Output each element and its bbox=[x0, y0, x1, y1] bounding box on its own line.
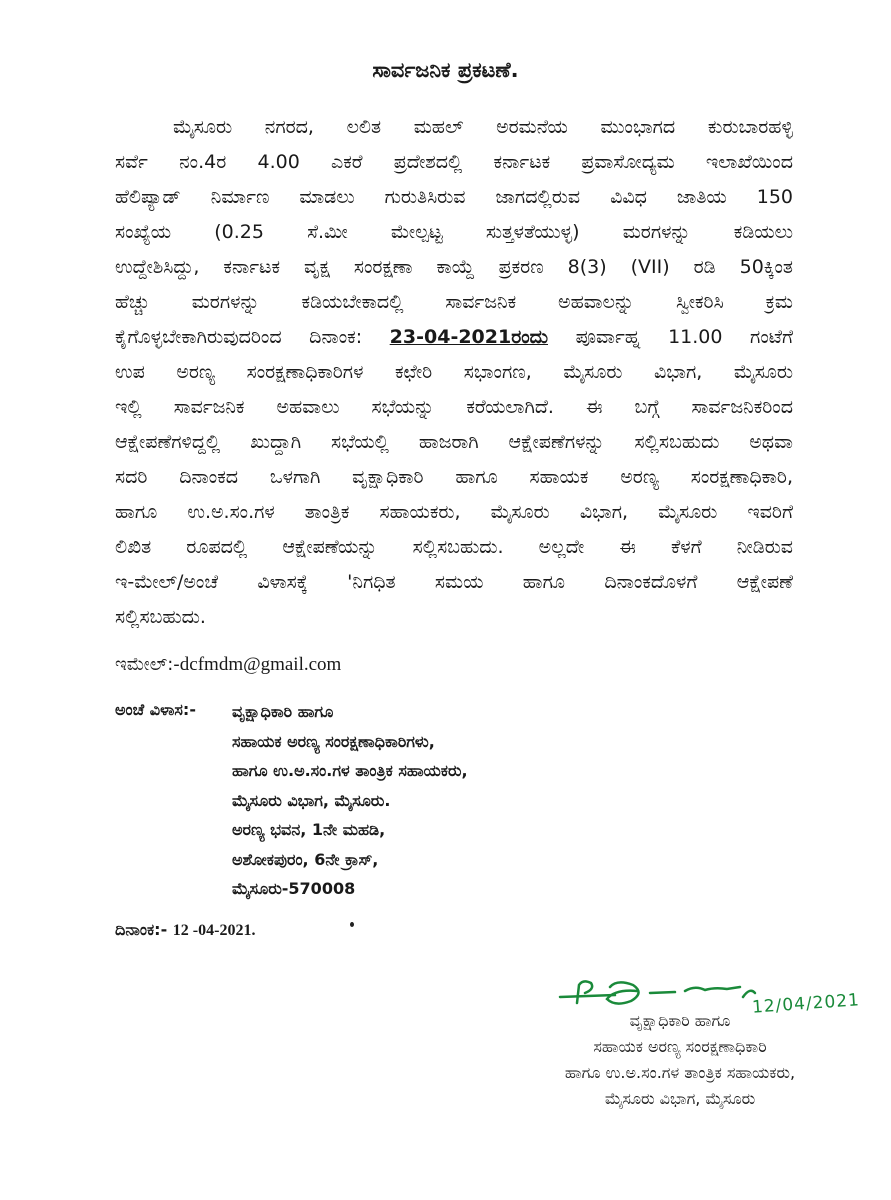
body-line: ಇ-ಮೇಲ್/ಅಂಚೆ ವಿಳಾಸಕ್ಕೆ 'ನಿಗಧಿತ ಸಮಯ ಹಾಗೂ ದಿನಾಂಕದೊಳಗೆ ಆಕ್ಷೇಪಣೆ bbox=[115, 571, 793, 593]
signatory-block bbox=[480, 1008, 880, 1112]
postal-address bbox=[232, 700, 468, 907]
address-line: ಸಹಾಯಕ ಅರಣ್ಯ ಸಂರಕ್ಷಣಾಧಿಕಾರಿಗಳು, bbox=[232, 731, 435, 751]
body-line: ಸದರಿ ದಿನಾಂಕದ ಒಳಗಾಗಿ ವೃಕ್ಷಾಧಿಕಾರಿ ಹಾಗೂ ಸಹಾಯಕ ಅರಣ್ಯ ಸಂರಕ್ಷಣಾಧಿಕಾರಿ, bbox=[115, 466, 793, 488]
signatory-line: ಸಹಾಯಕ ಅರಣ್ಯ ಸಂರಕ್ಷಣಾಧಿಕಾರಿ bbox=[593, 1037, 767, 1056]
signatory-line: ಮೈಸೂರು ವಿಭಾಗ, ಮೈಸೂರು bbox=[604, 1089, 756, 1108]
body-line: ಸರ್ವೆ ನಂ.4ರ 4.00 ಎಕರೆ ಪ್ರದೇಶದಲ್ಲಿ ಕರ್ನಾಟಕ ಪ್ರವಾಸೋದ್ಯಮ ಇಲಾಖೆಯಿಂದ bbox=[115, 151, 793, 173]
body-line: ಹೆಲಿಪ್ಯಾಡ್ ನಿರ್ಮಾಣ ಮಾಡಲು ಗುರುತಿಸಿರುವ ಜಾಗದಲ್ಲಿರುವ ವಿವಿಧ ಜಾತಿಯ 150 bbox=[115, 186, 793, 208]
handwritten-date: 12/04/2021 bbox=[751, 990, 861, 1018]
address-line: ಮೈಸೂರು-570008 bbox=[232, 879, 356, 898]
body-line: ಹೆಚ್ಚು ಮರಗಳನ್ನು ಕಡಿಯಬೇಕಾದಲ್ಲಿ ಸಾರ್ವಜನಿಕ ಅಹವಾಲನ್ನು ಸ್ವೀಕರಿಸಿ ಕ್ರಮ bbox=[115, 291, 793, 313]
body-line: ಆಕ್ಷೇಪಣೆಗಳಿದ್ದಲ್ಲಿ ಖುದ್ದಾಗಿ ಸಭೆಯಲ್ಲಿ ಹಾಜರಾಗಿ ಆಕ್ಷೇಪಣೆಗಳನ್ನು ಸಲ್ಲಿಸಬಹುದು ಅಥವಾ bbox=[115, 431, 793, 453]
email-line bbox=[115, 654, 341, 676]
ink-dot bbox=[350, 922, 354, 927]
date-value: 12 -04-2021. bbox=[172, 922, 256, 939]
meeting-text-after: ಪೂರ್ವಾಹ್ನ 11.00 ಗಂಟೆಗೆ bbox=[575, 326, 793, 348]
body-line: ಇಲ್ಲಿ ಸಾರ್ವಜನಿಕ ಅಹವಾಲು ಸಭೆಯನ್ನು ಕರೆಯಲಾಗಿದೆ. ಈ ಬಗ್ಗೆ ಸಾರ್ವಜನಿಕರಿಂದ bbox=[115, 396, 793, 418]
body-line: ಸಂಖ್ಯೆಯ (0.25 ಸೆ.ಮೀ ಮೇಲ್ಪಟ್ಟ ಸುತ್ತಳತೆಯುಳ್ಳ) ಮರಗಳನ್ನು ಕಡಿಯಲು bbox=[115, 221, 793, 243]
address-line: ಅರಣ್ಯ ಭವನ, 1ನೇ ಮಹಡಿ, bbox=[232, 820, 386, 839]
notice-body bbox=[115, 110, 793, 635]
body-line: ಸಲ್ಲಿಸಬಹುದು. bbox=[115, 606, 206, 628]
signatory-line: ವೃಕ್ಷಾಧಿಕಾರಿ ಹಾಗೂ bbox=[629, 1011, 731, 1030]
address-line: ಮೈಸೂರು ವಿಭಾಗ, ಮೈಸೂರು. bbox=[232, 790, 391, 810]
notice-title: ಸಾರ್ವಜನಿಕ ಪ್ರಕಟಣೆ. bbox=[372, 58, 519, 82]
address-line: ಹಾಗೂ ಉ.ಅ.ಸಂ.ಗಳ ತಾಂತ್ರಿಕ ಸಹಾಯಕರು, bbox=[232, 761, 468, 780]
meeting-text-before: ಕೈಗೊಳ್ಳಬೇಕಾಗಿರುವುದರಿಂದ ದಿನಾಂಕ: bbox=[115, 326, 363, 348]
signatory-line: ಹಾಗೂ ಉ.ಅ.ಸಂ.ಗಳ ತಾಂತ್ರಿಕ ಸಹಾಯಕರು, bbox=[564, 1063, 796, 1082]
body-line: ಉದ್ದೇಶಿಸಿದ್ದು, ಕರ್ನಾಟಕ ವೃಕ್ಷ ಸಂರಕ್ಷಣಾ ಕಾಯ್ದೆ ಪ್ರಕರಣ 8(3) (VII) ರಡಿ 50ಕ್ಕಿಂತ bbox=[115, 256, 793, 278]
postal-address-label: ಅಂಚೆ ವಿಳಾಸ:- bbox=[115, 700, 196, 719]
body-line: ಹಾಗೂ ಉ.ಅ.ಸಂ.ಗಳ ತಾಂತ್ರಿಕ ಸಹಾಯಕರು, ಮೈಸೂರು ವಿಭಾಗ, ಮೈಸೂರು ಇವರಿಗೆ bbox=[115, 501, 793, 523]
body-line-meeting bbox=[115, 320, 793, 355]
address-line: ವೃಕ್ಷಾಧಿಕಾರಿ ಹಾಗೂ bbox=[232, 702, 334, 721]
email-address: dcfmdm@gmail.com bbox=[179, 654, 342, 675]
meeting-date: 23-04-2021ರಂದು bbox=[389, 326, 548, 348]
email-label: ಇಮೇಲ್:- bbox=[115, 654, 180, 675]
address-line: ಅಶೋಕಪುರಂ, 6ನೇ ಕ್ರಾಸ್, bbox=[232, 849, 379, 869]
body-line: ಮೈಸೂರು ನಗರದ, ಲಲಿತ ಮಹಲ್ ಅರಮನೆಯ ಮುಂಭಾಗದ ಕುರುಬಾರಹಳ್ಳಿ bbox=[173, 116, 793, 138]
body-line: ಉಪ ಅರಣ್ಯ ಸಂರಕ್ಷಣಾಧಿಕಾರಿಗಳ ಕಛೇರಿ ಸಭಾಂಗಣ, ಮೈಸೂರು ವಿಭಾಗ, ಮೈಸೂರು bbox=[115, 361, 793, 383]
document-date bbox=[115, 920, 255, 940]
date-label: ದಿನಾಂಕ:- bbox=[115, 920, 168, 939]
body-line: ಲಿಖಿತ ರೂಪದಲ್ಲಿ ಆಕ್ಷೇಪಣೆಯನ್ನು ಸಲ್ಲಿಸಬಹುದು. ಅಲ್ಲದೇ ಈ ಕೆಳಗೆ ನೀಡಿರುವ bbox=[115, 536, 793, 558]
